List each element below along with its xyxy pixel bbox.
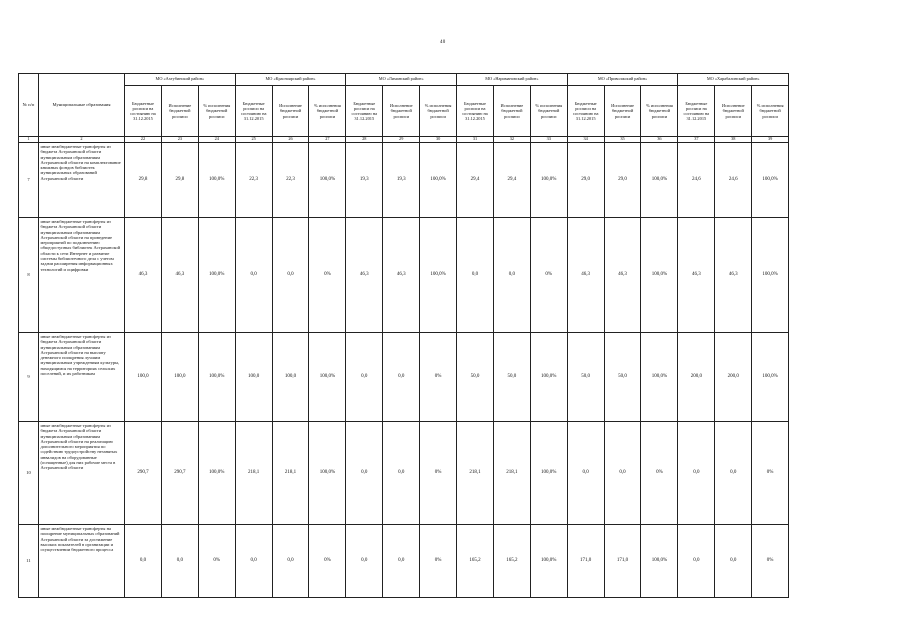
value-cell: 0,0 xyxy=(272,525,309,598)
value-cell: 50,0 xyxy=(604,333,641,422)
value-cell: 218,1 xyxy=(235,422,272,525)
value-cell: 290,7 xyxy=(161,422,198,525)
column-number: 30 xyxy=(420,137,457,143)
value-cell: 0% xyxy=(420,333,457,422)
value-cell: 100,0% xyxy=(641,333,678,422)
value-cell: 100,0% xyxy=(530,525,567,598)
value-cell: 218,1 xyxy=(457,422,494,525)
column-number: 35 xyxy=(604,137,641,143)
value-cell: 0,0 xyxy=(346,333,383,422)
value-cell: 46,3 xyxy=(125,218,162,333)
value-cell: 100,0% xyxy=(752,143,789,218)
table-row xyxy=(19,333,789,422)
value-cell: 0,0 xyxy=(346,525,383,598)
value-cell: 22,3 xyxy=(235,143,272,218)
subheader-cell: Исполнение бюджетной росписи xyxy=(161,86,198,137)
value-cell: 100,0% xyxy=(309,333,346,422)
table-row xyxy=(19,422,789,525)
value-cell: 29,0 xyxy=(604,143,641,218)
subheader-cell: % исполнения бюджетной росписи xyxy=(752,86,789,137)
value-cell: 100,0% xyxy=(420,218,457,333)
value-cell: 50,0 xyxy=(493,333,530,422)
column-number: 33 xyxy=(530,137,567,143)
row-description: иные межбюджетные трансферты из бюджета Астраханской области муниципальным образованиям Астраханской области на реализацию дополнительного мероприятия по содействию трудоустройству незанятых инвалидов на оборудованные (оснащенные) для них рабочие места в Астраханской области xyxy=(39,422,125,525)
value-cell: 100,0% xyxy=(309,422,346,525)
value-cell: 100,0 xyxy=(161,333,198,422)
column-number: 23 xyxy=(161,137,198,143)
column-number: 22 xyxy=(125,137,162,143)
value-cell: 0% xyxy=(530,218,567,333)
value-cell: 100,0% xyxy=(309,143,346,218)
row-description: иные межбюджетные трансферты из бюджета Астраханской области муниципальным образованиям Астраханской области на проведение мероприятий по подключению общедоступных библиотек Астраханской области к сети Интернет и развитие системы библиотечного дела с учетом задачи расширения информационных технологий и оцифровки xyxy=(39,218,125,333)
value-cell: 0,0 xyxy=(678,525,715,598)
value-cell: 0,0 xyxy=(383,422,420,525)
table-row xyxy=(19,218,789,333)
value-cell: 0,0 xyxy=(125,525,162,598)
value-cell: 0,0 xyxy=(604,422,641,525)
subheader-cell: Бюджетные росписи на состоянию на 31.12.2015 xyxy=(125,86,162,137)
value-cell: 100,0% xyxy=(641,143,678,218)
subheader-cell: % исполнения бюджетной росписи xyxy=(198,86,235,137)
column-number: 26 xyxy=(272,137,309,143)
value-cell: 0% xyxy=(420,525,457,598)
value-cell: 0% xyxy=(309,525,346,598)
column-number: 39 xyxy=(752,137,789,143)
value-cell: 100,0% xyxy=(752,333,789,422)
column-number: 25 xyxy=(235,137,272,143)
value-cell: 19,3 xyxy=(346,143,383,218)
subheader-cell: Исполнение бюджетной росписи xyxy=(604,86,641,137)
row-number: 9 xyxy=(19,333,39,422)
value-cell: 100,0% xyxy=(641,525,678,598)
value-cell: 100,0% xyxy=(530,333,567,422)
subheader-cell: Исполнение бюджетной росписи xyxy=(715,86,752,137)
value-cell: 0% xyxy=(752,525,789,598)
value-cell: 100,0% xyxy=(198,143,235,218)
value-cell: 0,0 xyxy=(715,525,752,598)
header-district: МО «Ахтубинский район» xyxy=(125,74,236,86)
row-number: 8 xyxy=(19,218,39,333)
row-description: иные межбюджетные трансферты из бюджета Астраханской области муниципальным образованиям Астраханской области на комплектование книжных фондов библиотек муниципальных образований Астраханской области xyxy=(39,143,125,218)
value-cell: 100,0% xyxy=(198,422,235,525)
table-row xyxy=(19,525,789,598)
value-cell: 100,0 xyxy=(272,333,309,422)
subheader-cell: Бюджетные росписи на состоянию на 31.12.2015 xyxy=(567,86,604,137)
row-number: 7 xyxy=(19,143,39,218)
value-cell: 100,0% xyxy=(530,422,567,525)
value-cell: 290,7 xyxy=(125,422,162,525)
budget-table xyxy=(18,73,789,598)
value-cell: 218,1 xyxy=(272,422,309,525)
value-cell: 0,0 xyxy=(272,218,309,333)
row-number: 10 xyxy=(19,422,39,525)
row-description: иные межбюджетные трансферты из бюджета Астраханской области муниципальным образованиям Астраханской области на выплату денежного поощрения лучшим муниципальным учреждениям культуры, находящимся на территориях сельских поселений, и их работникам xyxy=(39,333,125,422)
value-cell: 29,8 xyxy=(161,143,198,218)
value-cell: 0,0 xyxy=(383,333,420,422)
value-cell: 0,0 xyxy=(383,525,420,598)
value-cell: 24,6 xyxy=(678,143,715,218)
subheader-cell: Исполнение бюджетной росписи xyxy=(493,86,530,137)
value-cell: 29,4 xyxy=(493,143,530,218)
value-cell: 100,0% xyxy=(641,218,678,333)
column-number: 2 xyxy=(39,137,125,143)
header-district: МО «Приволжский район» xyxy=(567,74,678,86)
value-cell: 29,8 xyxy=(125,143,162,218)
subheader-cell: Бюджетные росписи на состоянию на 31.12.2015 xyxy=(678,86,715,137)
value-cell: 165,2 xyxy=(493,525,530,598)
value-cell: 0% xyxy=(641,422,678,525)
column-number: 32 xyxy=(493,137,530,143)
header-district: МО «Наримановский район» xyxy=(457,74,568,86)
column-number: 37 xyxy=(678,137,715,143)
value-cell: 0,0 xyxy=(457,218,494,333)
value-cell: 0,0 xyxy=(235,218,272,333)
row-number: 11 xyxy=(19,525,39,598)
value-cell: 50,0 xyxy=(457,333,494,422)
column-number: 31 xyxy=(457,137,494,143)
value-cell: 171,0 xyxy=(567,525,604,598)
value-cell: 46,3 xyxy=(715,218,752,333)
value-cell: 46,3 xyxy=(567,218,604,333)
subheader-cell: Бюджетные росписи на состоянию на 31.12.2015 xyxy=(235,86,272,137)
value-cell: 171,0 xyxy=(604,525,641,598)
value-cell: 0% xyxy=(309,218,346,333)
value-cell: 0,0 xyxy=(235,525,272,598)
column-number: 28 xyxy=(346,137,383,143)
row-description: иные межбюджетные трансферты на поощрение муниципальных образований Астраханской области за достижение высоких показателей в организации и осуществлении бюджетного процесса xyxy=(39,525,125,598)
value-cell: 29,4 xyxy=(457,143,494,218)
value-cell: 0,0 xyxy=(715,422,752,525)
column-number: 27 xyxy=(309,137,346,143)
subheader-cell: % исполнения бюджетной росписи xyxy=(530,86,567,137)
value-cell: 0,0 xyxy=(567,422,604,525)
value-cell: 46,3 xyxy=(346,218,383,333)
value-cell: 29,0 xyxy=(567,143,604,218)
subheader-cell: % исполнения бюджетной росписи xyxy=(641,86,678,137)
value-cell: 100,0 xyxy=(125,333,162,422)
value-cell: 50,0 xyxy=(567,333,604,422)
subheader-cell: Исполнение бюджетной росписи xyxy=(383,86,420,137)
subheader-cell: Исполнение бюджетной росписи xyxy=(272,86,309,137)
column-number: 38 xyxy=(715,137,752,143)
value-cell: 0% xyxy=(420,422,457,525)
value-cell: 100,0% xyxy=(752,218,789,333)
page-number: 40 xyxy=(440,40,446,45)
value-cell: 22,3 xyxy=(272,143,309,218)
subheader-cell: % исполнения бюджетной росписи xyxy=(309,86,346,137)
column-number: 36 xyxy=(641,137,678,143)
column-number: 29 xyxy=(383,137,420,143)
column-number: 34 xyxy=(567,137,604,143)
value-cell: 46,3 xyxy=(383,218,420,333)
header-district: МО «Харабалинский район» xyxy=(678,74,789,86)
value-cell: 100,0% xyxy=(198,333,235,422)
value-cell: 46,3 xyxy=(678,218,715,333)
value-cell: 0,0 xyxy=(346,422,383,525)
value-cell: 46,3 xyxy=(604,218,641,333)
subheader-cell: % исполнения бюджетной росписи xyxy=(420,86,457,137)
value-cell: 100,0% xyxy=(420,143,457,218)
value-cell: 100,0% xyxy=(198,218,235,333)
value-cell: 100,0 xyxy=(235,333,272,422)
value-cell: 218,1 xyxy=(493,422,530,525)
value-cell: 24,6 xyxy=(715,143,752,218)
header-row-number: № п/п xyxy=(19,74,39,137)
header-municipality: Муниципальные образования xyxy=(39,74,125,137)
value-cell: 200,0 xyxy=(678,333,715,422)
column-number: 1 xyxy=(19,137,39,143)
table-row xyxy=(19,143,789,218)
value-cell: 0,0 xyxy=(493,218,530,333)
value-cell: 0,0 xyxy=(678,422,715,525)
value-cell: 46,3 xyxy=(161,218,198,333)
value-cell: 200,0 xyxy=(715,333,752,422)
column-number: 24 xyxy=(198,137,235,143)
value-cell: 165,2 xyxy=(457,525,494,598)
header-district: МО «Лиманский район» xyxy=(346,74,457,86)
value-cell: 0% xyxy=(198,525,235,598)
value-cell: 0,0 xyxy=(161,525,198,598)
subheader-cell: Бюджетные росписи на состоянию на 31.12.2015 xyxy=(457,86,494,137)
value-cell: 100,0% xyxy=(530,143,567,218)
value-cell: 19,3 xyxy=(383,143,420,218)
subheader-cell: Бюджетные росписи на состоянию на 31.12.2015 xyxy=(346,86,383,137)
value-cell: 0% xyxy=(752,422,789,525)
header-district: МО «Красноярский район» xyxy=(235,74,346,86)
